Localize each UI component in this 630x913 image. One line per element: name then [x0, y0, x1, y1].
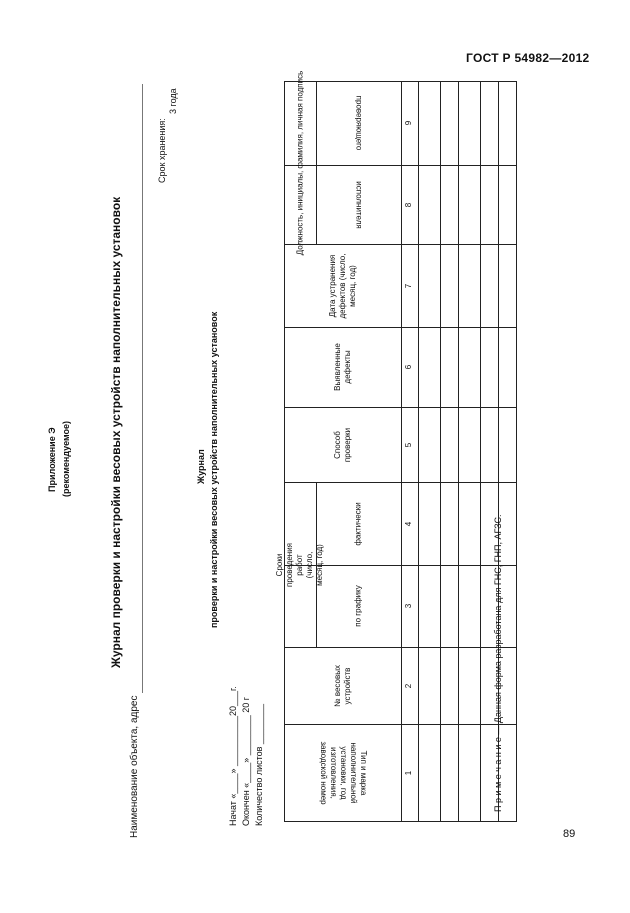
- num-4: 4: [404, 521, 414, 526]
- col2-header: № весовых устройств: [332, 664, 352, 707]
- finished-label: Окончен «____» ________ 20 г: [241, 696, 251, 826]
- num-7: 7: [404, 283, 414, 288]
- num-2: 2: [404, 683, 414, 688]
- page-number: 89: [563, 828, 576, 840]
- num-3: 3: [404, 603, 414, 609]
- col8-header: исполнителя: [354, 180, 364, 229]
- num-9: 9: [404, 120, 414, 126]
- col1-header: Тип и марка наполнительной установки, год изготовления, заводской номер: [318, 740, 368, 805]
- col5-header: Способ проверки: [332, 427, 352, 462]
- sheets-label: Количество листов ________: [254, 704, 264, 826]
- num-5: 5: [404, 442, 414, 447]
- table-note: П р и м е ч а н и е — Данная форма разработана для ГНС, ГНП, АГЗС.: [493, 514, 503, 812]
- col9-header: проверяющего: [354, 95, 364, 151]
- num-1: 1: [404, 770, 414, 775]
- dates-group-header: Сроки проведения работ (число, месяц, год): [275, 542, 324, 587]
- journal-title: Журнал: [196, 449, 206, 484]
- object-underline: [142, 84, 143, 693]
- appendix-subtitle: (рекомендуемое): [61, 421, 71, 497]
- object-label: Наименование объекта, адрес: [129, 695, 140, 838]
- persons-group-header: Должность, инициалы, фамилия, личная подпись: [295, 70, 305, 255]
- col3-header: по графику: [353, 585, 363, 627]
- col4-header: фактически: [353, 501, 363, 546]
- num-6: 6: [404, 364, 414, 370]
- storage-value: 3 года: [168, 88, 178, 114]
- cover-title: Журнал проверки и настройки весовых устройств наполнительных установок: [109, 196, 123, 668]
- storage-label: Срок хранения:: [157, 118, 167, 183]
- appendix-title: Приложение Э: [47, 427, 57, 492]
- standard-header: ГОСТ Р 54982—2012: [466, 51, 590, 65]
- started-label: Начат «____» __________20___г.: [228, 686, 238, 826]
- journal-subtitle: проверки и настройки весовых устройств наполнительных установок: [209, 311, 219, 628]
- col7-header: Дата устранения дефектов (число, месяц, год): [327, 253, 357, 318]
- col6-header: Выявленные дефекты: [332, 343, 352, 391]
- journal-table: [275, 70, 517, 822]
- num-8: 8: [404, 202, 414, 207]
